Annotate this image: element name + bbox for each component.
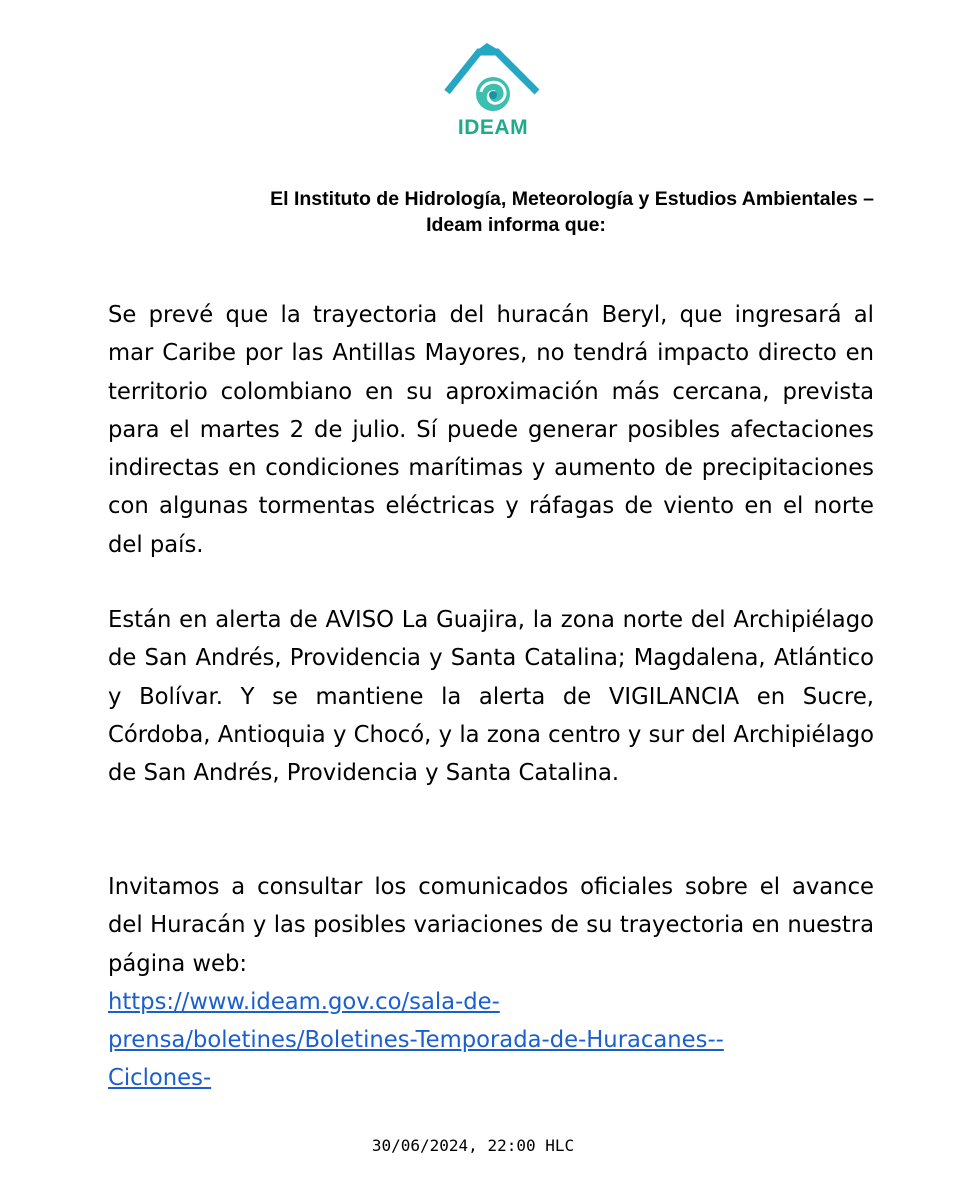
document-heading [108, 186, 874, 238]
ideam-logo [441, 42, 545, 146]
paragraph-forecast: Se prevé que la trayectoria del huracán Beryl, que ingresará al mar Caribe por las Antillas Mayores, no tendrá impacto directo en territorio colombiano en su aproximación más cercana, prevista para el martes 2 de julio. Sí puede generar posibles afectaciones indirectas en condiciones marítimas y aumento de precipitaciones con algunas tormentas eléctricas y ráfagas de viento en el norte del país. [108, 302, 874, 558]
bulletin-link[interactable] [108, 983, 874, 1098]
bulletin-link-line-2[interactable]: prensa/boletines/Boletines-Temporada-de-Huracanes-- [108, 1027, 724, 1054]
invitation-text: Invitamos a consultar los comunicados oficiales sobre el avance del Huracán y las posibles variaciones de su trayectoria en nuestra página web: [108, 874, 874, 977]
heading-line-2: Ideam informa que: [426, 214, 606, 236]
bulletin-link-line-1[interactable]: https://www.ideam.gov.co/sala-de- [108, 988, 500, 1015]
paragraph-invitation [108, 868, 874, 1098]
bulletin-link-line-3[interactable]: Ciclones- [108, 1065, 212, 1092]
ideam-logo-mark-icon [441, 42, 545, 116]
logo-text: IDEAM [457, 116, 529, 139]
heading-line-1: El Instituto de Hidrología, Meteorología y Estudios Ambientales – [270, 188, 874, 210]
paragraph-alerts: Están en alerta de AVISO La Guajira, la zona norte del Archipiélago de San Andrés, Providencia y Santa Catalina; Magdalena, Atlántico y Bolívar. Y se mantiene la alerta de VIGILANCIA en Sucre, Córdoba, Antioquia y Chocó, y la zona centro y sur del Archipiélago de San Andrés, Providencia y Santa Catalina. [108, 607, 874, 787]
footer-timestamp: 30/06/2024, 22:00 HLC [371, 1136, 575, 1155]
